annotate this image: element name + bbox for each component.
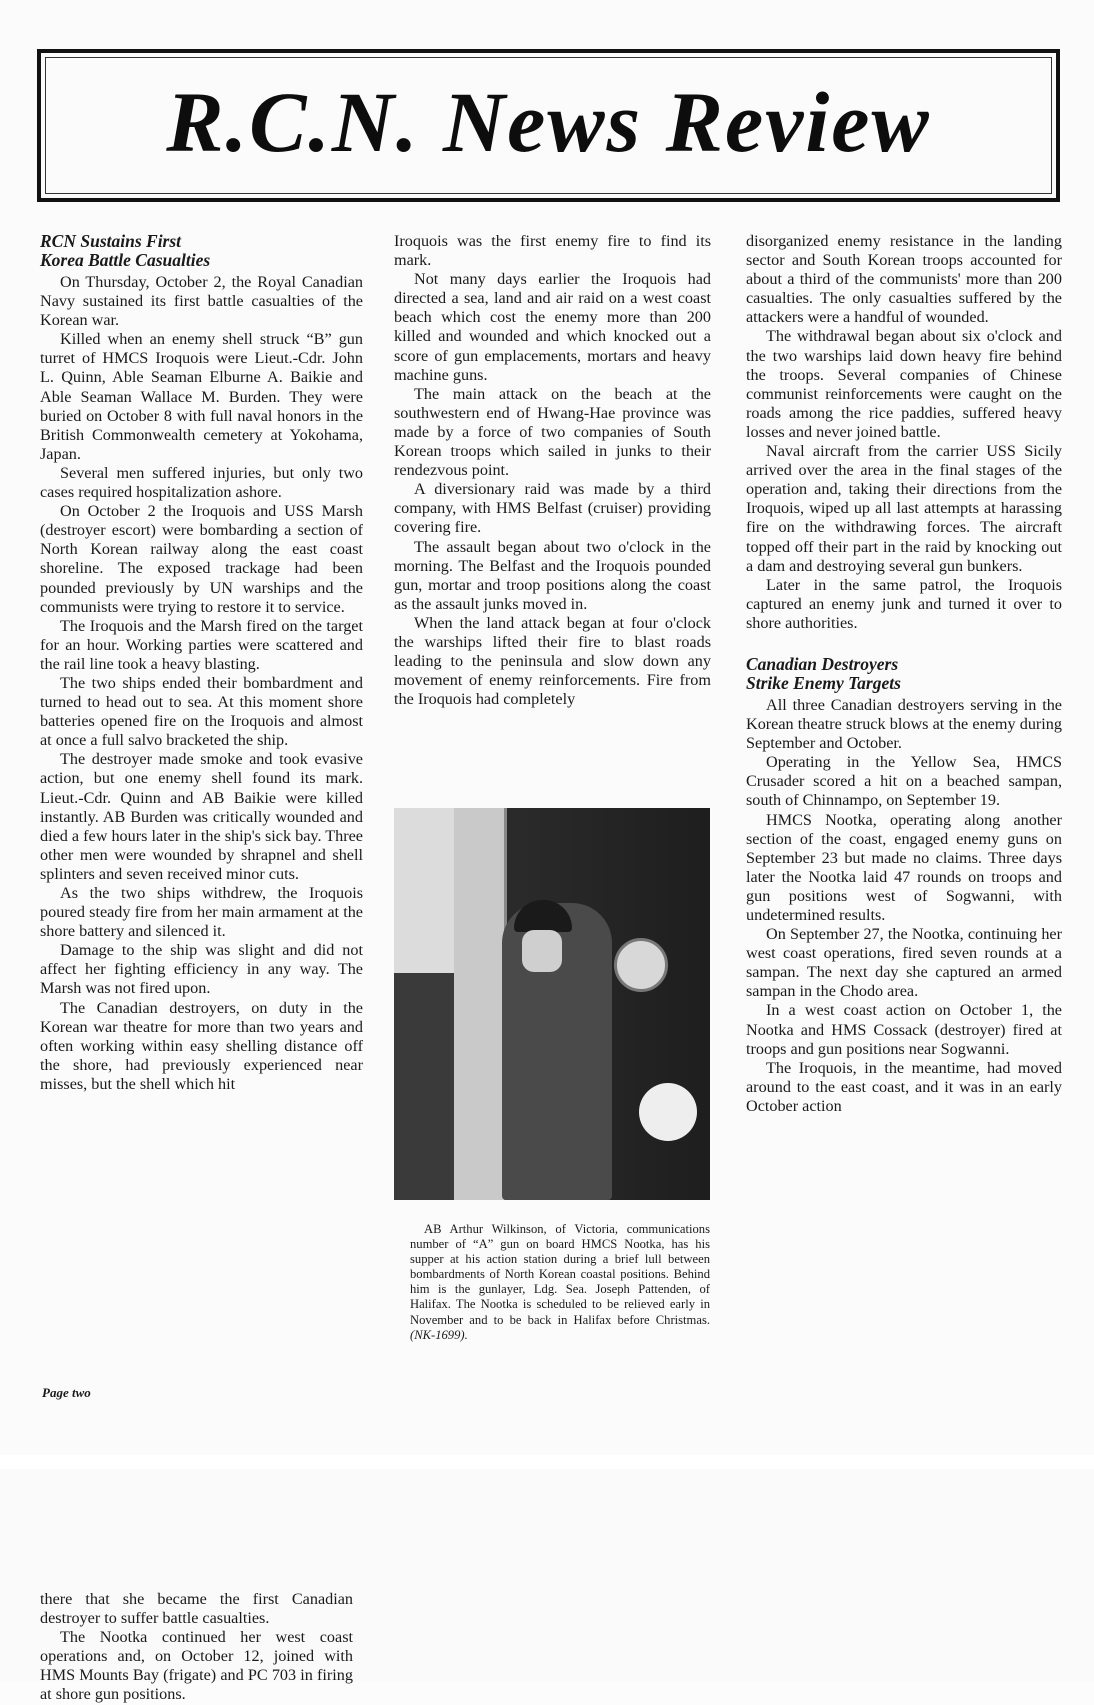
paragraph: In a west coast action on October 1, the Nootka and HMS Cossack (destroyer) fired at troops and gun positions near Sogwanni. [746, 1001, 1062, 1058]
paragraph: The Canadian destroyers, on duty in the Korean war theatre for more than two years and often working within easy shelling distance off the shore, had previously experienced near misses, but the shell which hit [40, 998, 363, 1093]
paragraph: The Nootka continued her west coast operations and, on October 12, joined with HMS Mounts Bay (frigate) and PC 703 in firing at shore gun positions. [40, 1628, 353, 1704]
page-separator [0, 1455, 1094, 1469]
paragraph-continued: there that she became the first Canadian destroyer to suffer battle casualties. [40, 1590, 353, 1628]
article-1-headline-line-1: RCN Sustains First [40, 231, 182, 251]
paragraph: When the land attack began at four o'clock the warships lifted their fire to blast roads leading to the peninsula and slow down any movement of enemy reinforcements. Fire from the Iroquois had completely [394, 613, 711, 709]
photo-gun-sight [639, 1083, 697, 1141]
paragraph: All three Canadian destroyers serving in the Korean theatre struck blows at the enemy during September and October. [746, 695, 1062, 753]
paragraph: The destroyer made smoke and took evasive action, but one enemy shell found its mark. Lieut.-Cdr. Quinn and AB Baikie were killed instantly. AB Burden was critically wounded and died a few hours later in the ship's sick bay. Three other men were wounded by shrapnel and shell splinters and seven received minor cuts. [40, 750, 363, 883]
news-photo [394, 808, 710, 1200]
masthead-inner-frame [45, 57, 1052, 194]
paragraph-continued: Iroquois was the first enemy fire to find its mark. [394, 232, 711, 270]
article-2-headline-line-1: Canadian Destroyers [746, 653, 899, 674]
paragraph: Damage to the ship was slight and did not affect her fighting efficiency in any way. The Marsh was not fired upon. [40, 941, 363, 998]
article-1-headline-line-2: Korea Battle Casualties [40, 250, 211, 270]
column-2 [394, 232, 711, 709]
paragraph: Killed when an enemy shell struck “B” gun turret of HMCS Iroquois were Lieut.-Cdr. John L. Quinn, Able Seaman Elburne A. Baikie and Able Seaman Wallace M. Burden. They were buried on October 8 with full naval honors in the British Commonwealth cemetery at Yokohama, Japan. [40, 330, 363, 463]
paragraph: The assault began about two o'clock in the morning. The Belfast and the Iroquois pounded gun, mortar and troop positions along the coast as the assault junks moved in. [394, 537, 711, 613]
column-3 [746, 232, 1062, 1116]
photo-reference-number: (NK-1699). [410, 1327, 468, 1342]
continuation-column [40, 1590, 353, 1705]
photo-face [522, 930, 562, 972]
page-folio: Page two [42, 1385, 91, 1400]
paragraph: Later in the same patrol, the Iroquois captured an enemy junk and turned it over to shore authorities. [746, 575, 1062, 632]
paragraph: On Thursday, October 2, the Royal Canadian Navy sustained its first battle casualties of the Korean war. [40, 273, 363, 330]
masthead-title: R.C.N. News Review [166, 73, 931, 170]
paragraph: The two ships ended their bombardment and turned to head out to sea. At this moment shore batteries opened fire on the Iroquois and almost at once a full salvo bracketed the ship. [40, 673, 363, 750]
photo-caption-text: AB Arthur Wilkinson, of Victoria, communications number of “A” gun on board HMCS Nootka, has his supper at his action station during a brief lull between bombardments of North Korean coastal positions. Behind him is the gunlayer, Ldg. Sea. Joseph Pattenden, of Halifax. The Nootka is scheduled to be relieved early in November and to be back in Halifax before Christmas. [410, 1222, 710, 1327]
photo-gun-dial [614, 938, 668, 992]
paragraph: The withdrawal began about six o'clock and the two warships laid down heavy fire behind the troops. Several companies of Chinese communist reinforcements were caught on the roads among the rice paddies, suffered heavy losses and never joined battle. [746, 327, 1062, 441]
article-1-headline [40, 232, 363, 270]
paragraph: Operating in the Yellow Sea, HMCS Crusader scored a hit on a beached sampan, south of Chinnampo, on September 19. [746, 753, 1062, 810]
paragraph: The Iroquois and the Marsh fired on the target for an hour. Working parties were scattered and the rail line took a heavy blasting. [40, 616, 363, 673]
paragraph: The main attack on the beach at the southwestern end of Hwang-Hae province was made by a force of two companies of South Korean troops which sailed in junks to their rendezvous point. [394, 384, 711, 480]
paragraph: Not many days earlier the Iroquois had directed a sea, land and air raid on a west coast beach which cost the enemy more than 200 killed and wounded and which knocked out a score of gun emplacements, mortars and heavy machine guns. [394, 270, 711, 384]
paragraph: As the two ships withdrew, the Iroquois poured steady fire from her main armament at the shore battery and silenced it. [40, 884, 363, 941]
paragraph: Several men suffered injuries, but only two cases required hospitalization ashore. [40, 463, 363, 502]
photo-canvas-screen [454, 808, 507, 1200]
paragraph: Naval aircraft from the carrier USS Sicily arrived over the area in the final stages of the operation and, taking their directions from the Iroquois, wiped up all last attempts at harassing fire on the withdrawing forces. The aircraft topped off their part in the raid by knocking out a dam and destroying several gun bunkers. [746, 442, 1062, 575]
paragraph: HMCS Nootka, operating along another section of the coast, engaged enemy guns on September 23 but made no claims. Three days later the Nootka laid 47 rounds on troops and gun positions west of Sogwanni, with undetermined results. [746, 810, 1062, 924]
article-2-headline [746, 655, 1062, 693]
masthead-frame [37, 49, 1060, 202]
paragraph: The Iroquois, in the meantime, had moved around to the east coast, and it was in an early October action [746, 1058, 1062, 1115]
paragraph-continued: disorganized enemy resistance in the landing sector and South Korean troops accounted for about a third of the communists' more than 200 casualties. The only casualties suffered by the attackers were a handful of wounded. [746, 232, 1062, 327]
column-1 [40, 232, 363, 1094]
photo-caption [410, 1222, 710, 1343]
paragraph: A diversionary raid was made by a third company, with HMS Belfast (cruiser) providing covering fire. [394, 480, 711, 537]
paragraph: On September 27, the Nootka, continuing her west coast operations, fired seven rounds at a sampan. The next day she captured an armed sampan in the Chodo area. [746, 925, 1062, 1001]
article-2-headline-line-2: Strike Enemy Targets [746, 672, 901, 693]
paragraph: On October 2 the Iroquois and USS Marsh (destroyer escort) were bombarding a section of North Korean railway along the east coast shoreline. The exposed trackage had been pounded previously by UN warships and the communists were trying to restore it to service. [40, 502, 363, 616]
